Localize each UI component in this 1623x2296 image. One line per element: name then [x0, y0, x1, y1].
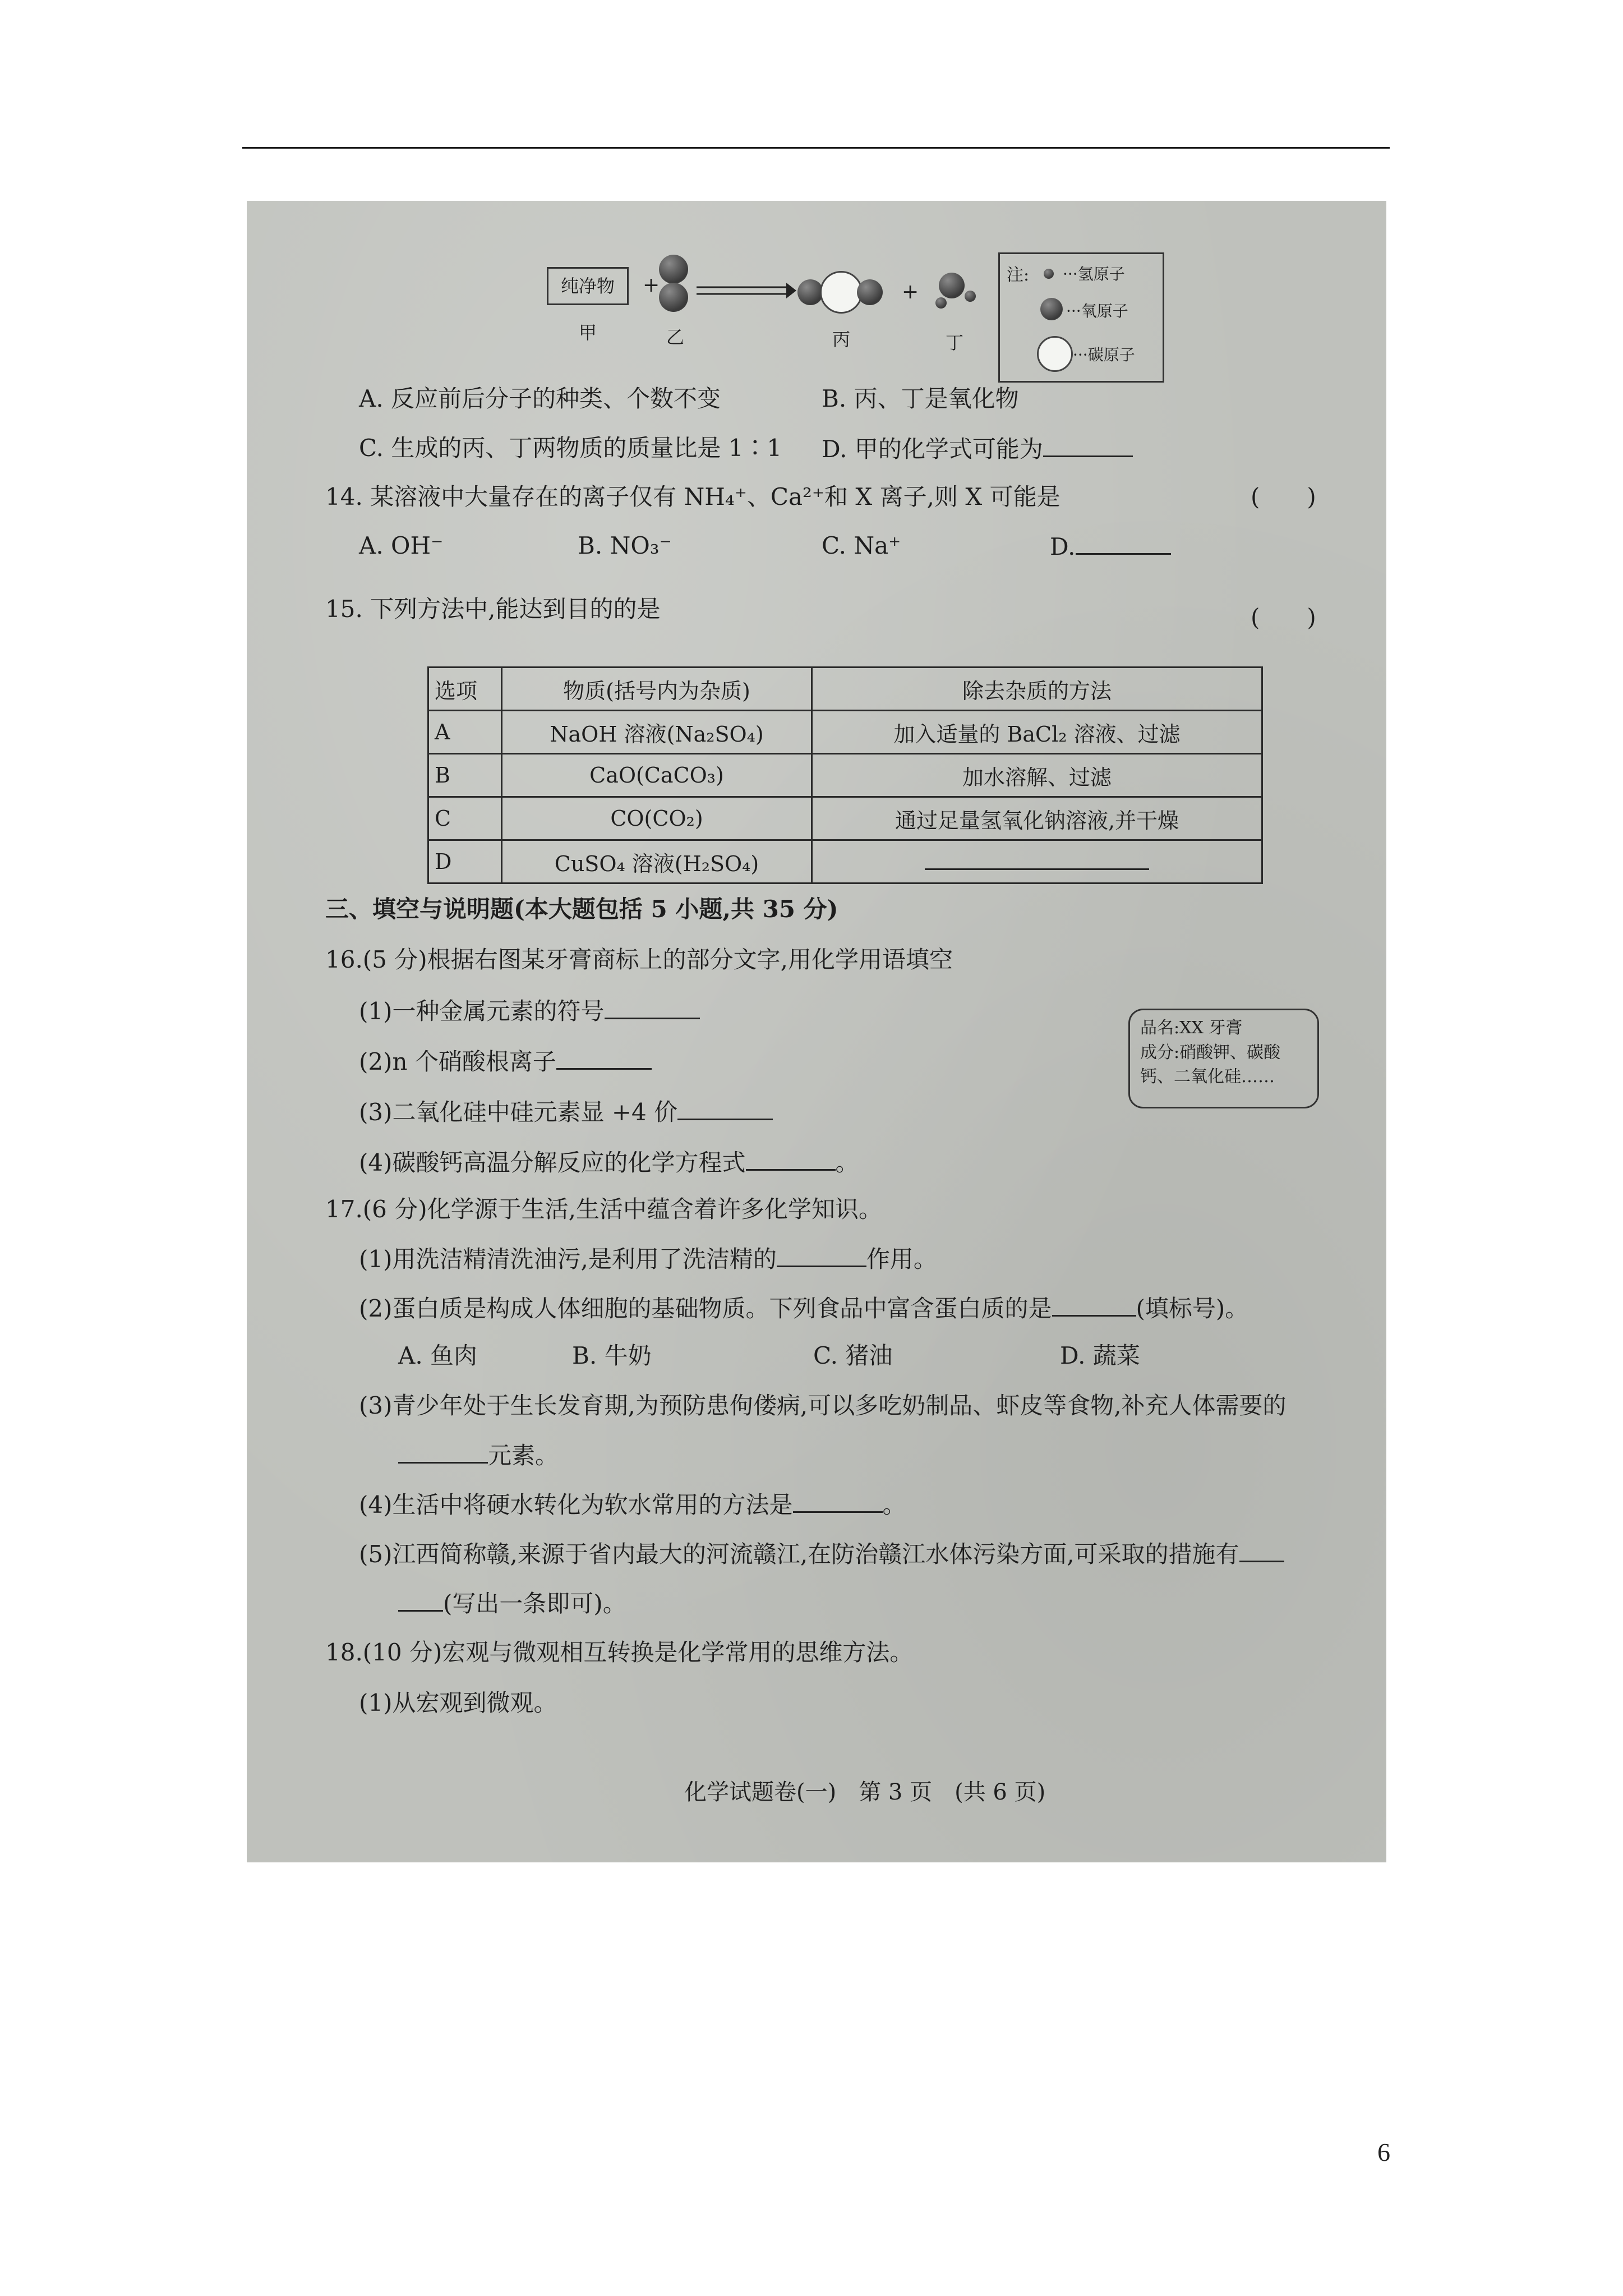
answer-blank[interactable]	[556, 1048, 652, 1070]
table-cell: NaOH 溶液(Na₂SO₄)	[502, 711, 812, 754]
legend-oxygen: ···氧原子	[1066, 302, 1128, 320]
table-cell: 加入适量的 BaCl₂ 溶液、过滤	[812, 711, 1262, 754]
table-cell: CuSO₄ 溶液(H₂SO₄)	[502, 840, 812, 884]
answer-blank[interactable]	[677, 1098, 773, 1120]
q17-option-c: C. 猪油	[813, 1342, 893, 1369]
answer-blank[interactable]	[398, 1590, 443, 1612]
q14-option-d: D.	[1050, 533, 1171, 560]
answer-blank[interactable]	[398, 1442, 488, 1464]
table-cell: B	[428, 754, 502, 797]
table-header: 物质(括号内为杂质)	[502, 668, 812, 711]
plus-sign-1: +	[643, 274, 660, 297]
legend-title: 注:	[1007, 265, 1030, 285]
table-cell: CaO(CaCO₃)	[502, 754, 812, 797]
reaction-arrow-icon	[697, 279, 797, 302]
answer-blank[interactable]	[777, 1245, 866, 1267]
table-cell: A	[428, 711, 502, 754]
carbon-atom-icon	[1037, 336, 1073, 372]
answer-blank[interactable]	[1076, 533, 1171, 555]
answer-blank[interactable]	[1043, 435, 1133, 457]
oxygen-atom-icon	[939, 273, 965, 298]
q15-answer-paren[interactable]: ( )	[1251, 604, 1316, 631]
table-cell: C	[428, 797, 502, 840]
hydrogen-atom-icon	[965, 291, 976, 302]
q17-sub3-line1: (3)青少年处于生长发育期,为预防患佝偻病,可以多吃奶制品、虾皮等食物,补充人体需要的	[359, 1392, 1287, 1419]
answer-blank[interactable]	[746, 1149, 836, 1171]
q14-option-c: C. Na⁺	[822, 532, 901, 559]
label-ingredients-line2: 钙、二氧化硅……	[1140, 1067, 1275, 1087]
q17-sub5-line1: (5)江西简称赣,来源于省内最大的河流赣江,在防治赣江水体污染方面,可采取的措施有	[359, 1540, 1284, 1567]
q14-option-b: B. NO₃⁻	[578, 532, 672, 559]
label-product-name: 品名:XX 牙膏	[1140, 1018, 1243, 1038]
q13-option-d: D. 甲的化学式可能为	[822, 435, 1133, 462]
legend-carbon: ···碳原子	[1073, 346, 1135, 364]
label-jia: 甲	[579, 322, 597, 343]
q16-sub3: (3)二氧化硅中硅元素显 +4 价	[359, 1098, 773, 1125]
q18-stem: 18.(10 分)宏观与微观相互转换是化学常用的思维方法。	[325, 1639, 914, 1666]
q18-sub1: (1)从宏观到微观。	[359, 1689, 557, 1717]
table-cell: 加水溶解、过滤	[812, 754, 1262, 797]
q14-option-a: A. OH⁻	[359, 532, 444, 559]
q15-stem: 15. 下列方法中,能达到目的的是	[325, 595, 661, 623]
q17-sub4: (4)生活中将硬水转化为软水常用的方法是 。	[359, 1491, 906, 1519]
q13-option-c: C. 生成的丙、丁两物质的质量比是 1∶1	[359, 434, 782, 462]
q16-stem: 16.(5 分)根据右图某牙膏商标上的部分文字,用化学用语填空	[325, 946, 953, 973]
answer-blank[interactable]	[1052, 1295, 1136, 1317]
table-header: 除去杂质的方法	[812, 668, 1262, 711]
label-ingredients-line1: 成分:硝酸钾、碳酸	[1140, 1042, 1281, 1062]
page-number: 6	[1377, 2138, 1390, 2166]
q16-sub2: (2)n 个硝酸根离子	[359, 1048, 652, 1075]
table-row	[428, 711, 1262, 754]
table-row	[428, 754, 1262, 797]
table-cell: CO(CO₂)	[502, 797, 812, 840]
q17-sub2: (2)蛋白质是构成人体细胞的基础物质。下列食品中富含蛋白质的是 (填标号)。	[359, 1295, 1249, 1322]
label-bing: 丙	[832, 329, 851, 350]
q17-sub1: (1)用洗洁精清洗油污,是利用了洗洁精的 作用。	[359, 1245, 937, 1273]
atom-legend	[998, 252, 1164, 383]
label-yi: 乙	[666, 326, 685, 348]
q16-sub4: (4)碳酸钙高温分解反应的化学方程式 。	[359, 1149, 859, 1176]
toothpaste-label-box	[1128, 1009, 1319, 1108]
oxygen-atom-icon	[659, 283, 688, 312]
oxygen-atom-icon	[857, 279, 883, 305]
plus-sign-2: +	[902, 280, 919, 303]
label-ding: 丁	[946, 332, 964, 353]
q16-sub1: (1)一种金属元素的符号	[359, 997, 700, 1024]
carbon-atom-icon	[820, 271, 863, 314]
table-cell-answer	[812, 840, 1262, 884]
q14-answer-paren[interactable]: ( )	[1251, 483, 1316, 510]
q17-option-b: B. 牛奶	[572, 1342, 652, 1369]
q13-option-b: B. 丙、丁是氧化物	[822, 385, 1019, 412]
table-row	[428, 797, 1262, 840]
table-header-row	[428, 668, 1262, 711]
hydrogen-atom-icon	[1044, 269, 1054, 279]
answer-blank[interactable]	[605, 997, 700, 1019]
scanned-exam-page	[247, 201, 1386, 1862]
table-row	[428, 840, 1262, 884]
answer-blank[interactable]	[793, 1491, 883, 1513]
section-3-heading: 三、填空与说明题(本大题包括 5 小题,共 35 分)	[325, 895, 838, 923]
q17-stem: 17.(6 分)化学源于生活,生活中蕴含着许多化学知识。	[325, 1195, 882, 1223]
answer-blank[interactable]	[925, 848, 1149, 870]
oxygen-atom-icon	[659, 255, 688, 284]
table-cell: D	[428, 840, 502, 884]
answer-blank[interactable]	[1239, 1540, 1284, 1562]
q17-sub3-line2: 元素。	[398, 1442, 559, 1469]
top-rule	[242, 147, 1390, 149]
scan-footer: 化学试题卷(一) 第 3 页 (共 6 页)	[684, 1779, 1046, 1805]
q17-option-d: D. 蔬菜	[1060, 1342, 1140, 1369]
q17-option-a: A. 鱼肉	[398, 1342, 478, 1369]
q14-stem: 14. 某溶液中大量存在的离子仅有 NH₄⁺、Ca²⁺和 X 离子,则 X 可能是	[325, 483, 1061, 510]
q17-sub5-line2: (写出一条即可)。	[398, 1590, 626, 1617]
oxygen-atom-icon	[1040, 298, 1063, 320]
hydrogen-atom-icon	[935, 297, 947, 309]
q15-options-table	[427, 666, 1263, 884]
legend-hydrogen: ···氢原子	[1063, 265, 1125, 283]
table-header: 选项	[428, 668, 502, 711]
q13-option-a: A. 反应前后分子的种类、个数不变	[359, 385, 721, 412]
pure-substance-box: 纯净物	[547, 267, 629, 305]
table-cell: 通过足量氢氧化钠溶液,并干燥	[812, 797, 1262, 840]
